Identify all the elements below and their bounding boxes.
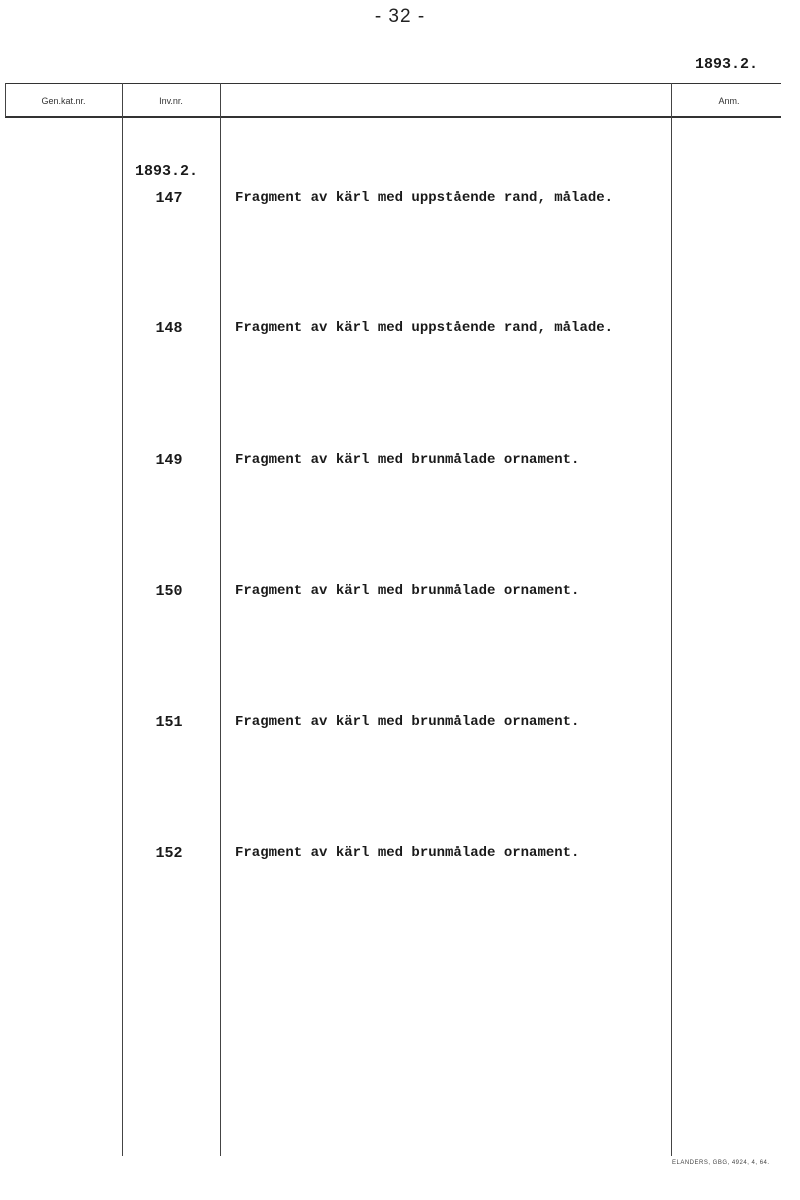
inventory-number: 152 xyxy=(155,845,183,862)
column-divider-inv-desc xyxy=(220,83,221,1156)
inventory-group-year: 1893.2. xyxy=(135,163,199,180)
inventory-number: 150 xyxy=(155,583,183,600)
item-description: Fragment av kärl med brunmålade ornament. xyxy=(235,845,580,861)
inventory-number: 148 xyxy=(155,320,183,337)
inventory-number: 147 xyxy=(155,190,183,207)
item-description: Fragment av kärl med uppstående rand, målade. xyxy=(235,320,614,336)
column-header-anm: Anm. xyxy=(718,96,740,106)
item-description: Fragment av kärl med brunmålade ornament. xyxy=(235,452,580,468)
inventory-number: 149 xyxy=(155,452,183,469)
inventory-number: 151 xyxy=(155,714,183,731)
column-divider-gen-inv xyxy=(122,83,123,1156)
item-description: Fragment av kärl med uppstående rand, målade. xyxy=(235,190,614,206)
column-divider-desc-anm xyxy=(671,83,672,1156)
page-number: - 32 - xyxy=(374,6,426,27)
item-description: Fragment av kärl med brunmålade ornament. xyxy=(235,583,580,599)
column-header-inv-nr: Inv.nr. xyxy=(159,96,183,106)
printer-imprint: ELANDERS, GBG, 4924, 4, 64. xyxy=(672,1160,770,1166)
item-description: Fragment av kärl med brunmålade ornament. xyxy=(235,714,580,730)
column-header-gen-kat-nr: Gen.kat.nr. xyxy=(41,96,86,106)
header-year: 1893.2. xyxy=(695,56,759,73)
